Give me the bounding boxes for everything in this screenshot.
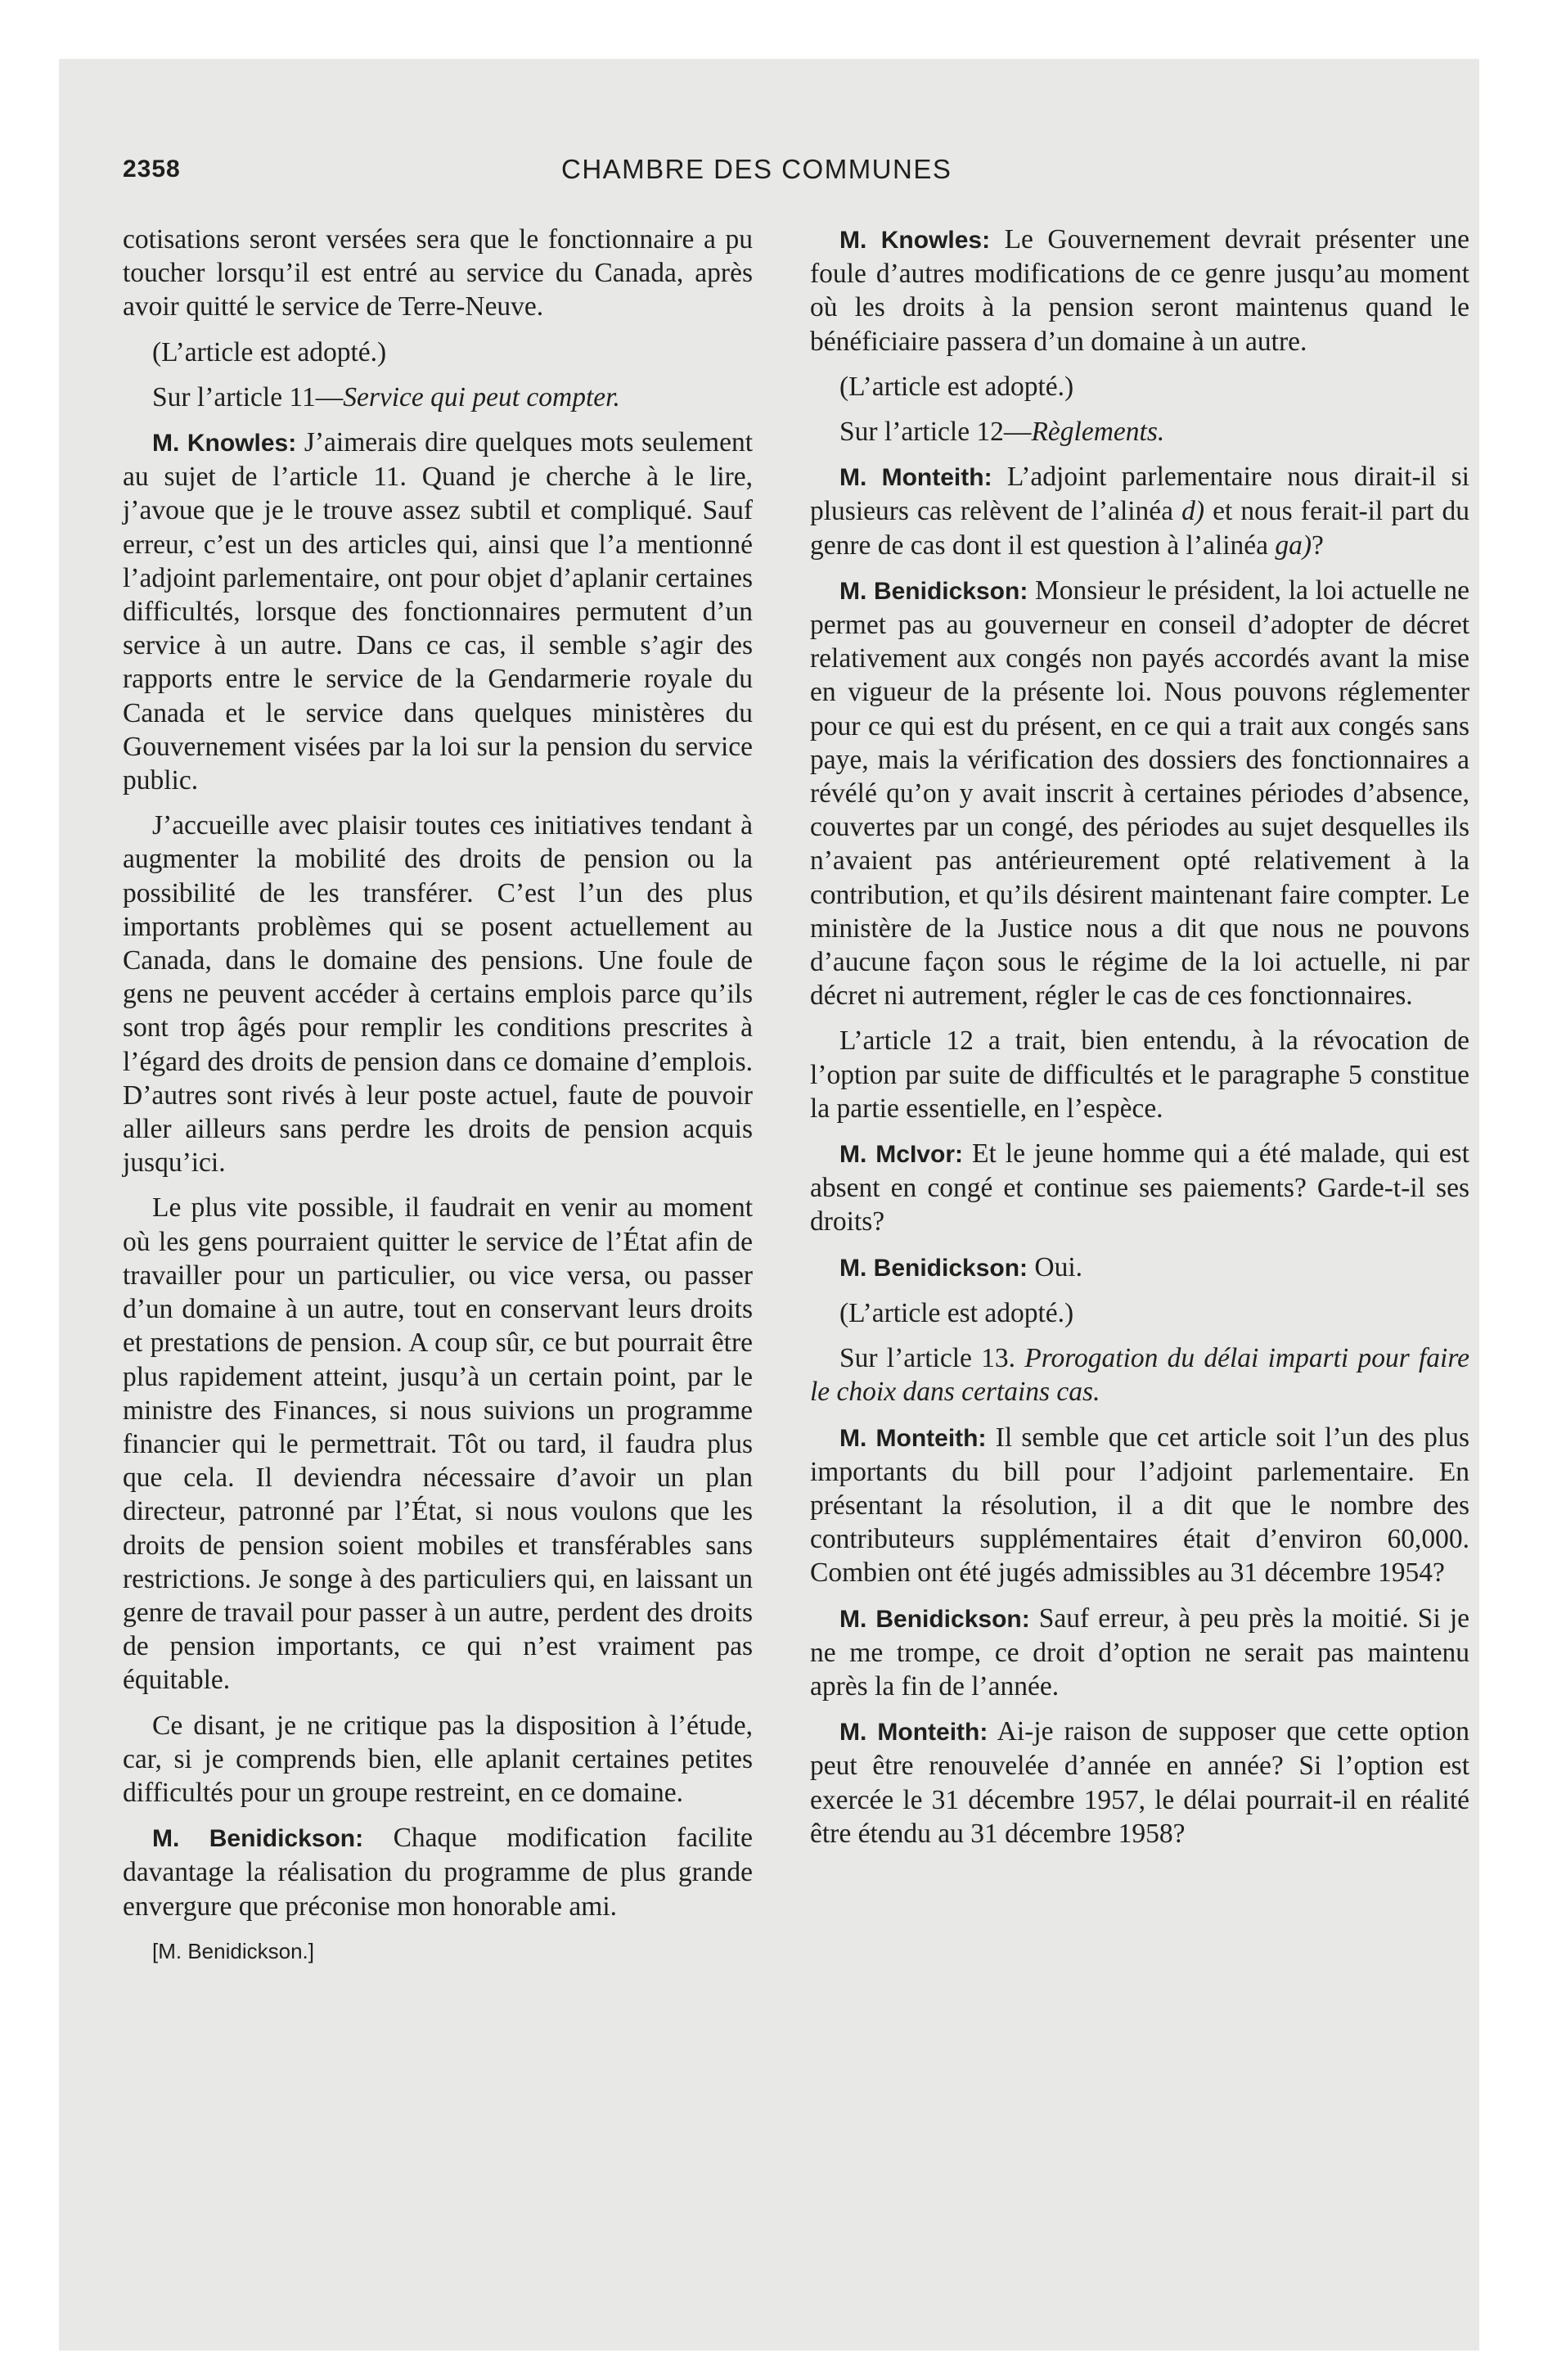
clause-reference: d) [1181, 496, 1205, 527]
speaker-name: M. Knowles: [839, 227, 991, 254]
speaker-name: M. Monteith: [839, 1424, 987, 1452]
speaker-name: M. Benidickson: [839, 1605, 1030, 1633]
speech-text: Il semble que cet article soit l’un des plus importants du bill pour l’adjoint parlementaire. En présentant la résolution, il a dit que le nombre des contributeurs supplémentaires était d’environ 60,000. Combien ont été jugés admissibles au 31 décembre 1954? [810, 1422, 1469, 1589]
left-column [123, 223, 753, 1968]
speech [810, 223, 1469, 358]
speech [810, 574, 1469, 1013]
right-column [810, 223, 1469, 1862]
article-heading-title: Service qui peut compter. [343, 381, 620, 412]
speaker-name: M. McIvor: [839, 1141, 963, 1169]
speech [810, 1715, 1469, 1850]
paragraph: Ce disant, je ne critique pas la disposition à l’étude, car, si je comprends bien, elle aplanit certaines petites difficultés pour un groupe restreint, en ce domaine. [123, 1710, 753, 1808]
speech-text: Ai-je raison de supposer que cette option peut être renouvelée d’année en année? Si l’option est exercée le 31 décembre 1957, le délai pourrait-il en réalité être étendu au 31 décembre 1958? [810, 1716, 1469, 1849]
article-heading [810, 415, 1469, 449]
speech-text: ? [1312, 530, 1324, 561]
paragraph: cotisations seront versées sera que le fonctionnaire a pu toucher lorsqu’il est entré au service du Canada, après avoir quitté le service de Terre-Neuve. [123, 224, 753, 322]
speech [810, 1421, 1469, 1590]
speaker-name: M. Monteith: [839, 464, 992, 492]
speech [810, 1251, 1469, 1285]
article-heading-title: Prorogation du délai imparti pour faire le choix dans certains cas. [810, 1343, 1469, 1408]
speaker-name: M. Knowles: [152, 430, 297, 458]
speaker-name: M. Benidickson: [839, 577, 1028, 605]
speaker-attribution: [M. Benidickson.] [152, 1938, 314, 1963]
speech [123, 1821, 753, 1923]
paragraph: L’article 12 a trait, bien entendu, à la révocation de l’option par suite de difficultés et le paragraphe 5 constitue la partie essentielle, en l’espèce. [810, 1025, 1469, 1124]
article-adopted-note: (L’article est adopté.) [152, 336, 387, 367]
speech-text: Et le jeune homme qui a été malade, qui est absent en congé et continue ses paiements? Garde-t-il ses droits? [810, 1138, 1469, 1237]
speech-text: J’aimerais dire quelques mots seulement au sujet de l’article 11. Quand je cherche à le lire, j’avoue que je le trouve assez subtil et compliqué. Sauf erreur, c’est un des articles qui, ainsi que l’a mentionné l’adjoint parlementaire, ont pour objet d’aplanir certaines difficultés, lorsque des fonctionnaires permutent d’un service à un autre. Dans ce cas, il semble s’agir des rapports entre le service de la Gendarmerie royale du Canada et le service dans quelques ministères du Gouvernement visées par la loi sur la pension du service public. [123, 427, 753, 796]
speaker-name: M. Monteith: [839, 1719, 988, 1747]
speech-text: et nous ferait-il part du genre de cas dont il est question à l’alinéa [810, 496, 1469, 561]
speech [123, 426, 753, 797]
speech-text: Monsieur le président, la loi actuelle ne permet pas au gouverneur en conseil d’adopter de décret relativement aux congés non payés accordés avant la mise en vigueur de la présente loi. Nous pouvons réglementer pour ce qui est du présent, en ce qui a trait aux congés sans paye, mais la vérification des dossiers des fonctionnaires a révélé qu’on y avait inscrit à certaines périodes d’absence, couvertes par un congé, des périodes au sujet desquelles ils n’avaient pas antérieurement opté relativement à la contribution, et qu’ils désirent maintenant faire compter. Le ministère de la Justice nous a dit que nous ne pouvons d’aucune façon sous le régime de la loi actuelle, ni par décret ni autrement, régler le cas de ces fonctionnaires. [810, 575, 1469, 1012]
speech-text: Le Gouvernement devrait présenter une foule d’autres modifications de ce genre jusqu’au moment où les droits à la pension seront maintenus quand le bénéficiaire passera d’un domaine à un autre. [810, 224, 1469, 357]
page-number: 2358 [123, 156, 181, 183]
speech [810, 460, 1469, 562]
speech-text: Sauf erreur, à peu près la moitié. Si je ne me trompe, ce droit d’option ne serait pas maintenu après la fin de l’année. [810, 1602, 1469, 1702]
speech-text: Chaque modification facilite davantage la réalisation du programme de plus grande envergure que préconise mon honorable ami. [123, 1823, 753, 1922]
speech [810, 1137, 1469, 1239]
paragraph: J’accueille avec plaisir toutes ces initiatives tendant à augmenter la mobilité des droits de pension ou la possibilité de les transférer. C’est l’un des plus importants problèmes qui se posent actuellement au Canada, dans le domaine des pensions. Une foule de gens ne peuvent accéder à certains emplois parce qu’ils sont trop âgés pour remplir les conditions prescrites à l’égard des droits de pension dans ce domaine d’emplois. D’autres sont rivés à leur poste actuel, faute de pouvoir aller ailleurs sans perdre les droits de pension acquis jusqu’ici. [123, 810, 753, 1179]
speech [810, 1602, 1469, 1704]
clause-reference: ga) [1275, 530, 1312, 561]
article-heading [810, 1341, 1469, 1409]
speaker-name: M. Benidickson: [152, 1825, 364, 1853]
article-heading-label: Sur l’article 11— [152, 381, 344, 412]
paragraph: Le plus vite possible, il faudrait en venir au moment où les gens pourraient quitter le service de l’État afin de travailler pour un particulier, ou vice versa, ou passer d’un domaine à un autre, tout en conservant leurs droits et prestations de pension. A coup sûr, ce but pourrait être plus rapidement atteint, jusqu’à un certain point, par le ministre des Finances, si nous suivions un programme financier qui le permettrait. Tôt ou tard, il faudra plus que cela. Il deviendra nécessaire d’avoir un plan directeur, patronné par l’État, si nous voulons que les droits de pension soient mobiles et transférables sans restrictions. Je songe à des particuliers qui, en laissant un genre de travail pour passer à un autre, perdent des droits de pension importants, ce qui n’est vraiment pas équitable. [123, 1192, 753, 1696]
speech-text: Oui. [1028, 1251, 1083, 1282]
article-heading-label: Sur l’article 13. [839, 1343, 1025, 1374]
article-adopted-note: (L’article est adopté.) [839, 1297, 1074, 1328]
speech-text: L’adjoint parlementaire nous dirait-il si plusieurs cas relèvent de l’alinéa [810, 462, 1469, 527]
article-heading-title: Règlements. [1031, 417, 1165, 448]
speaker-name: M. Benidickson: [839, 1254, 1028, 1282]
article-adopted-note: (L’article est adopté.) [839, 371, 1074, 402]
article-heading [123, 381, 753, 414]
article-heading-label: Sur l’article 12— [839, 417, 1032, 448]
running-head: CHAMBRE DES COMMUNES [561, 154, 952, 184]
